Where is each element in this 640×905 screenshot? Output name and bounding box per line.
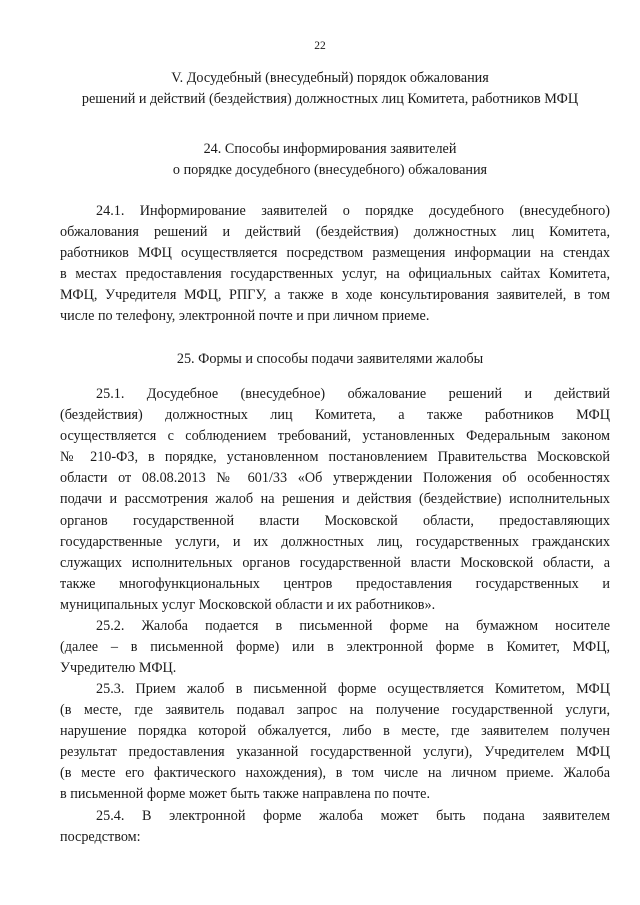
subheading-line: 25. Формы и способы подачи заявителями жалобы bbox=[176, 351, 484, 367]
text-line: обжалования решений и действий (бездействия) должностных лиц Комитета, bbox=[60, 224, 610, 241]
text-line: (в месте, где заявитель подавал запрос на получение государственной услуги, bbox=[60, 702, 610, 719]
paragraph-25-2 bbox=[60, 616, 610, 679]
subheading-line: о порядке досудебного (внесудебного) обжалования bbox=[172, 162, 488, 178]
text-line: (бездействия) должностных лиц Комитета, а также работников МФЦ bbox=[60, 407, 610, 424]
paragraph-24-1 bbox=[60, 201, 610, 328]
text-line: Учредителю МФЦ. bbox=[60, 660, 177, 677]
text-line: результат предоставления указанной государственной услуги), Учредителем МФЦ bbox=[60, 744, 610, 761]
text-line: 25.4. В электронной форме жалоба может быть подана заявителем bbox=[96, 808, 610, 824]
text-line: области от 08.08.2013 № 601/33 «Об утверждении Положения об особенностях bbox=[60, 470, 610, 487]
text-line: муниципальных услуг Московской области и их работников». bbox=[60, 596, 436, 613]
section-heading-line: решений и действий (бездействия) должностных лиц Комитета, работников МФЦ bbox=[81, 91, 579, 107]
text-line: № 210-ФЗ, в порядке, установленном постановлением Правительства Московской bbox=[60, 449, 610, 466]
text-line: нарушение порядка которой обжалуется, либо в месте, где заявителем получен bbox=[60, 723, 610, 740]
text-line: также многофункциональных центров предоставления государственных и bbox=[60, 575, 610, 592]
text-line: МФЦ, Учредителя МФЦ, РПГУ, а также в ходе консультирования заявителей, в том bbox=[60, 287, 610, 304]
paragraph-25-3 bbox=[60, 679, 610, 806]
section-heading-line: V. Досудебный (внесудебный) порядок обжалования bbox=[171, 70, 489, 86]
subheading-24 bbox=[60, 139, 600, 181]
text-line: органов государственной власти Московской области, предоставляющих bbox=[60, 512, 610, 529]
text-line: служащих исполнительных органов государственной власти Московской области, а bbox=[60, 554, 610, 571]
subheading-25 bbox=[60, 349, 600, 370]
text-line: 25.2. Жалоба подается в письменной форме на бумажном носителе bbox=[96, 618, 610, 634]
text-line: (далее – в письменной форме) или в электронной форме в Комитет, МФЦ, bbox=[60, 639, 610, 656]
text-line: работников МФЦ осуществляется посредством размещения информации на стендах bbox=[60, 245, 610, 262]
paragraph-25-1 bbox=[60, 384, 610, 616]
text-line: 24.1. Информирование заявителей о порядке досудебного (внесудебного) bbox=[96, 203, 610, 219]
text-line: осуществляется с соблюдением требований, установленных Федеральным законом bbox=[60, 428, 610, 445]
text-line: в письменной форме может быть также направлена по почте. bbox=[60, 786, 430, 803]
text-line: в местах предоставления государственных услуг, на официальных сайтах Комитета, bbox=[60, 266, 610, 283]
text-line: 25.3. Прием жалоб в письменной форме осуществляется Комитетом, МФЦ bbox=[96, 681, 610, 697]
text-line: посредством: bbox=[60, 829, 141, 846]
section-heading bbox=[60, 68, 600, 110]
paragraph-25-4 bbox=[60, 806, 610, 848]
text-line: подачи и рассмотрения жалоб на решения и действия (бездействие) исполнительных bbox=[60, 491, 610, 508]
text-line: числе по телефону, электронной почте и при личном приеме. bbox=[60, 308, 430, 325]
text-line: (в месте его фактического нахождения), в том числе на личном приеме. Жалоба bbox=[60, 765, 610, 782]
page-number: 22 bbox=[314, 40, 326, 52]
subheading-line: 24. Способы информирования заявителей bbox=[203, 141, 457, 157]
text-line: 25.1. Досудебное (внесудебное) обжалование решений и действий bbox=[96, 386, 610, 402]
text-line: государственные услуги, и их должностных лиц, государственных гражданских bbox=[60, 533, 610, 550]
